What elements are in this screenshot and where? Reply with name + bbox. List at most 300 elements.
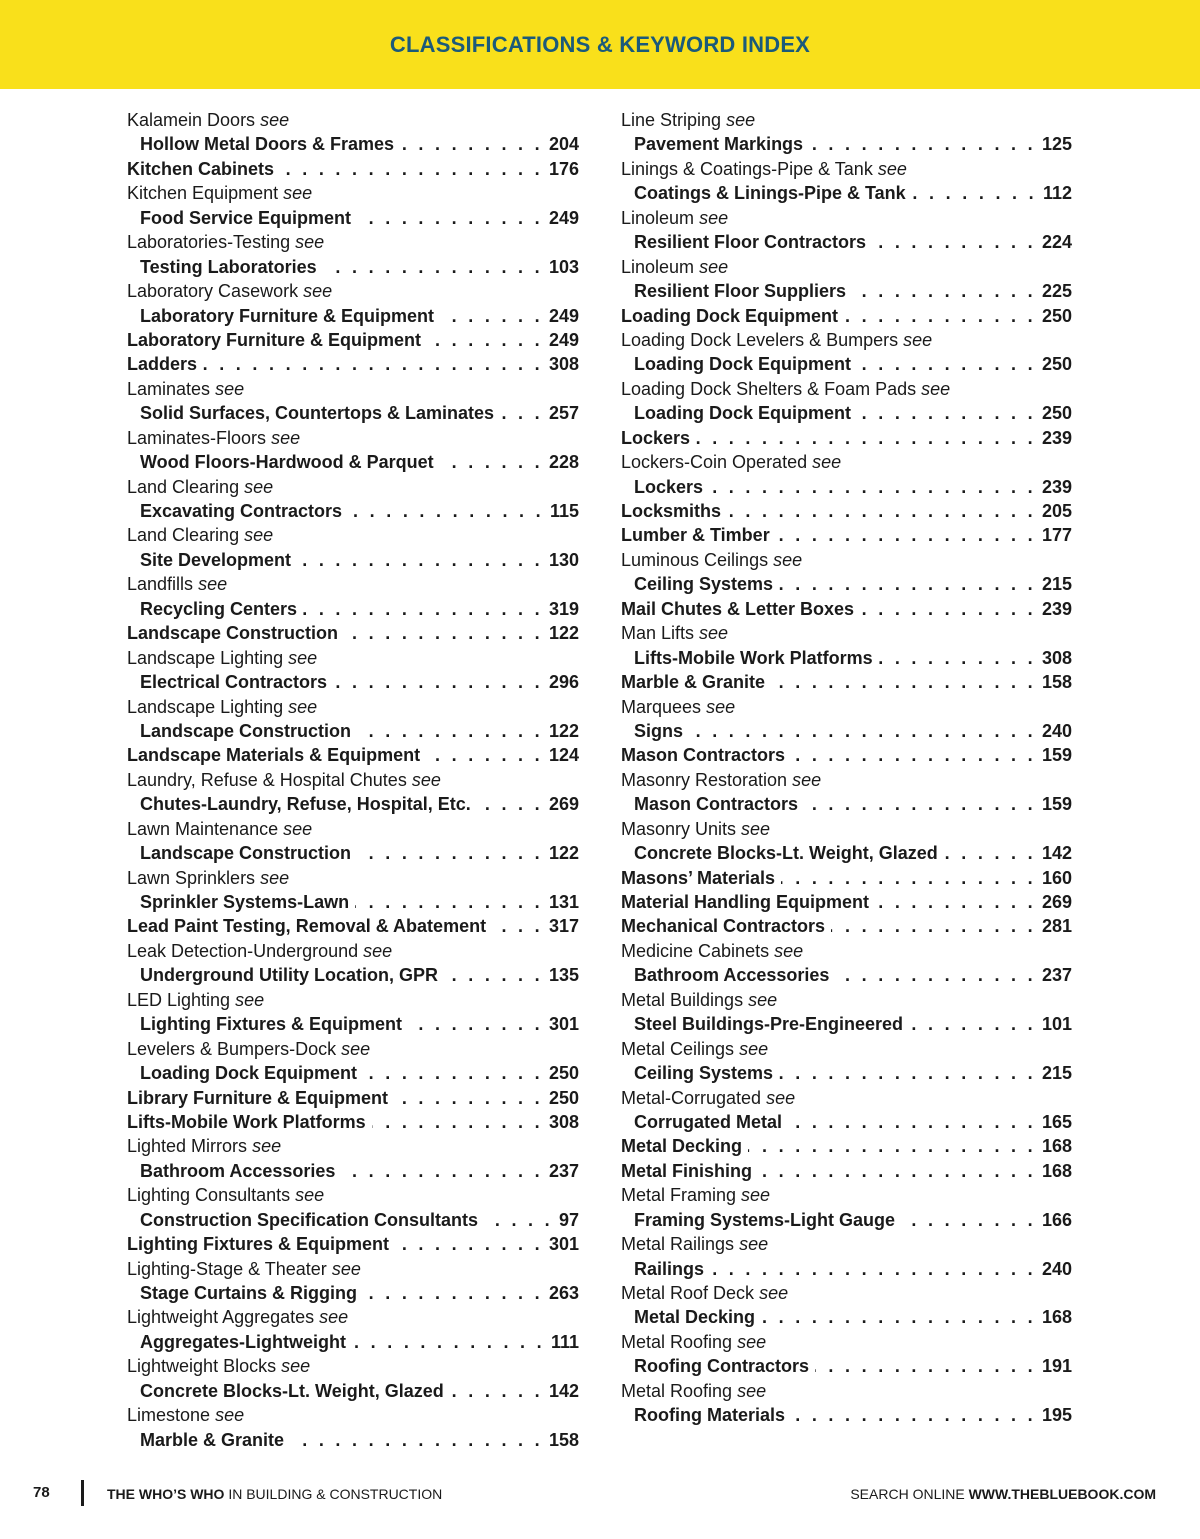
- entry-page-number: 205: [1041, 501, 1072, 521]
- entry-page-number: 159: [1041, 745, 1072, 766]
- entry-page-number: 250: [548, 1087, 579, 1108]
- entry-title: Ceiling Systems: [634, 574, 774, 595]
- index-entry: [127, 499, 579, 523]
- cross-reference-term: Lawn Sprinklers: [127, 867, 256, 888]
- cross-reference-term: Line Striping: [621, 110, 722, 130]
- cross-reference-term: Metal Ceilings: [621, 1038, 735, 1059]
- see-label: see: [215, 378, 245, 399]
- index-entry: [621, 743, 1072, 767]
- index-entry: [621, 670, 1072, 694]
- cross-reference-term: LED Lighting: [127, 989, 231, 1010]
- entry-title: Masons’ Materials: [621, 867, 776, 888]
- cross-reference: [621, 108, 1072, 132]
- see-label: see: [295, 1185, 325, 1206]
- entry-title: Loading Dock Equipment: [140, 1063, 358, 1084]
- see-label: see: [792, 769, 822, 790]
- dot-leader: [323, 255, 543, 279]
- entry-page-number: 124: [548, 745, 579, 766]
- entry-page-number: 228: [548, 452, 579, 473]
- dot-leader: [912, 181, 1037, 205]
- cross-reference-term: Levelers & Bumpers-Dock: [127, 1038, 337, 1059]
- entry-title: Construction Specification Consultants: [140, 1209, 479, 1230]
- index-entry: [621, 1134, 1072, 1158]
- see-label: see: [812, 452, 842, 473]
- index-entry: [127, 1061, 579, 1085]
- cross-reference: [621, 377, 1072, 401]
- see-label: see: [303, 281, 333, 302]
- dot-leader: [477, 792, 543, 816]
- index-entry: [621, 304, 1072, 328]
- index-entry: [621, 279, 1072, 303]
- cross-reference: [127, 426, 579, 450]
- dot-leader: [748, 1134, 1036, 1158]
- entry-title: Lighting Fixtures & Equipment: [140, 1014, 402, 1035]
- see-label: see: [766, 1087, 796, 1108]
- entry-title: Chutes-Laundry, Refuse, Hospital, Etc.: [140, 794, 471, 815]
- cross-reference: [127, 1305, 579, 1329]
- dot-leader: [791, 743, 1036, 767]
- dot-leader: [804, 792, 1036, 816]
- dot-leader: [395, 1232, 543, 1256]
- cross-reference: [621, 768, 1072, 792]
- dot-leader: [696, 426, 1036, 450]
- dot-leader: [372, 1110, 543, 1134]
- entry-title: Hollow Metal Doors & Frames: [140, 134, 395, 155]
- entry-title: Metal Finishing: [621, 1160, 753, 1181]
- entry-title: Material Handling Equipment: [621, 892, 870, 912]
- entry-title: Lead Paint Testing, Removal & Abatement: [127, 916, 487, 937]
- see-label: see: [260, 110, 290, 130]
- entry-page-number: 191: [1041, 1356, 1072, 1377]
- index-entry: [621, 523, 1072, 547]
- cross-reference-term: Lighting-Stage & Theater: [127, 1258, 327, 1279]
- cross-reference: [127, 1403, 579, 1427]
- index-entry: [127, 255, 579, 279]
- entry-page-number: 112: [1042, 183, 1072, 204]
- index-entry: [621, 132, 1072, 156]
- cross-reference: [127, 866, 579, 890]
- cross-reference-term: Metal Roof Deck: [621, 1283, 755, 1303]
- dot-leader: [484, 1208, 553, 1232]
- entry-title: Site Development: [140, 549, 292, 570]
- index-entry: [621, 597, 1072, 621]
- cross-reference-term: Lighting Consultants: [127, 1185, 291, 1206]
- index-entry: [621, 401, 1072, 425]
- see-label: see: [773, 549, 803, 570]
- index-entry: [127, 1232, 579, 1256]
- see-label: see: [774, 940, 804, 961]
- cross-reference: [621, 1330, 1072, 1354]
- dot-leader: [363, 1281, 543, 1305]
- entry-title: Electrical Contractors: [140, 672, 328, 693]
- entry-title: Landscape Materials & Equipment: [127, 745, 421, 766]
- entry-page-number: 131: [548, 892, 579, 912]
- cross-reference-term: Lockers-Coin Operated: [621, 452, 808, 473]
- index-entry: [621, 719, 1072, 743]
- entry-page-number: 225: [1041, 281, 1072, 302]
- entry-page-number: 239: [1041, 427, 1072, 448]
- cross-reference-term: Laminates: [127, 378, 211, 399]
- entry-page-number: 257: [548, 403, 579, 424]
- cross-reference-term: Landscape Lighting: [127, 647, 284, 668]
- entry-title: Lifts-Mobile Work Platforms: [127, 1111, 366, 1132]
- entry-title: Concrete Blocks-Lt. Weight, Glazed: [634, 843, 938, 864]
- entry-title: Coatings & Linings-Pipe & Tank: [634, 183, 906, 204]
- dot-leader: [857, 352, 1036, 376]
- dot-leader: [831, 914, 1036, 938]
- entry-title: Library Furniture & Equipment: [127, 1087, 389, 1108]
- see-label: see: [741, 818, 771, 839]
- dot-leader: [333, 670, 543, 694]
- dot-leader: [280, 157, 543, 181]
- entry-page-number: 176: [548, 158, 579, 179]
- entry-title: Resilient Floor Suppliers: [634, 281, 847, 302]
- entry-page-number: 250: [1041, 305, 1072, 326]
- dot-leader: [761, 1305, 1036, 1329]
- entry-title: Loading Dock Equipment: [634, 403, 852, 424]
- dot-leader: [426, 743, 543, 767]
- entry-title: Roofing Materials: [634, 1405, 786, 1426]
- dot-leader: [781, 866, 1036, 890]
- cross-reference: [621, 157, 1072, 181]
- entry-page-number: 122: [548, 720, 579, 741]
- entry-page-number: 250: [1041, 403, 1072, 424]
- dot-leader: [355, 890, 543, 914]
- entry-page-number: 249: [548, 329, 579, 350]
- see-label: see: [877, 158, 907, 179]
- dot-leader: [791, 1403, 1036, 1427]
- index-column-right: [621, 108, 1072, 1428]
- cross-reference-term: Leak Detection-Underground: [127, 940, 359, 961]
- see-label: see: [741, 1185, 771, 1206]
- entry-page-number: 319: [548, 598, 579, 619]
- dot-leader: [879, 646, 1036, 670]
- index-entry: [621, 352, 1072, 376]
- cross-reference: [127, 817, 579, 841]
- dot-leader: [400, 132, 543, 156]
- cross-reference: [127, 988, 579, 1012]
- dot-leader: [771, 670, 1036, 694]
- entry-page-number: 204: [548, 134, 579, 155]
- cross-reference-term: Laminates-Floors: [127, 427, 267, 448]
- entry-title: Mail Chutes & Letter Boxes: [621, 598, 855, 619]
- index-entry: [127, 450, 579, 474]
- see-label: see: [903, 329, 933, 350]
- entry-page-number: 301: [548, 1234, 579, 1255]
- entry-page-number: 269: [548, 794, 579, 815]
- dot-leader: [408, 1012, 543, 1036]
- index-entry: [621, 914, 1072, 938]
- entry-page-number: 158: [548, 1429, 579, 1450]
- dot-leader: [450, 1379, 543, 1403]
- index-entry: [127, 157, 579, 181]
- cross-reference-term: Marquees: [621, 696, 702, 717]
- entry-title: Solid Surfaces, Countertops & Laminates: [140, 403, 495, 424]
- see-label: see: [260, 867, 290, 888]
- publication-name-rest: IN BUILDING & CONSTRUCTION: [224, 1486, 443, 1502]
- dot-leader: [788, 1110, 1036, 1134]
- entry-title: Bathroom Accessories: [634, 965, 830, 986]
- dot-leader: [852, 279, 1036, 303]
- entry-page-number: 195: [1041, 1405, 1072, 1426]
- index-entry: [127, 1208, 579, 1232]
- see-label: see: [319, 1307, 349, 1328]
- entry-title: Mason Contractors: [621, 745, 786, 766]
- entry-title: Underground Utility Location, GPR: [140, 965, 438, 986]
- cross-reference: [621, 695, 1072, 719]
- cross-reference: [621, 1281, 1072, 1305]
- entry-page-number: 130: [548, 549, 579, 570]
- entry-page-number: 177: [1041, 525, 1072, 546]
- see-label: see: [699, 623, 729, 644]
- cross-reference-term: Laundry, Refuse & Hospital Chutes: [127, 769, 407, 790]
- index-entry: [621, 1208, 1072, 1232]
- dot-leader: [444, 963, 543, 987]
- entry-page-number: 115: [549, 501, 579, 521]
- cross-reference-term: Land Clearing: [127, 476, 240, 497]
- dot-leader: [779, 1061, 1036, 1085]
- cross-reference: [621, 1183, 1072, 1207]
- entry-page-number: 142: [548, 1380, 579, 1401]
- index-entry: [127, 914, 579, 938]
- entry-title: Roofing Contractors: [634, 1356, 809, 1377]
- entry-title: Loading Dock Equipment: [634, 354, 852, 375]
- cross-reference-term: Masonry Restoration: [621, 769, 788, 790]
- cross-reference: [127, 475, 579, 499]
- entry-page-number: 269: [1041, 892, 1072, 912]
- publication-name-bold: THE WHO’S WHO: [107, 1486, 225, 1502]
- dot-leader: [727, 499, 1036, 523]
- dot-leader: [363, 1061, 543, 1085]
- entry-title: Stage Curtains & Rigging: [140, 1283, 358, 1303]
- index-entry: [127, 328, 579, 352]
- cross-reference-term: Lightweight Aggregates: [127, 1307, 315, 1328]
- index-entry: [621, 1159, 1072, 1183]
- dot-leader: [427, 328, 543, 352]
- entry-title: Ceiling Systems: [634, 1063, 774, 1084]
- index-entry: [621, 230, 1072, 254]
- cross-reference: [621, 621, 1072, 645]
- cross-reference-term: Loading Dock Shelters & Foam Pads: [621, 378, 917, 399]
- index-entry: [127, 719, 579, 743]
- index-column-left: [127, 108, 579, 1452]
- entry-page-number: 237: [548, 1160, 579, 1181]
- entry-title: Laboratory Furniture & Equipment: [127, 329, 422, 350]
- page-footer: [0, 1478, 1200, 1510]
- cross-reference-term: Metal Buildings: [621, 989, 744, 1010]
- index-entry: [127, 1110, 579, 1134]
- entry-title: Recycling Centers: [140, 598, 298, 619]
- index-entry: [127, 132, 579, 156]
- see-label: see: [411, 769, 441, 790]
- entry-title: Steel Buildings-Pre-Engineered: [634, 1014, 904, 1035]
- dot-leader: [303, 597, 543, 621]
- dot-leader: [776, 523, 1036, 547]
- cross-reference: [621, 817, 1072, 841]
- index-entry: [127, 743, 579, 767]
- index-entry: [621, 1110, 1072, 1134]
- entry-page-number: 122: [548, 843, 579, 864]
- dot-leader: [689, 719, 1036, 743]
- see-label: see: [363, 940, 393, 961]
- dot-leader: [297, 548, 543, 572]
- see-label: see: [737, 1380, 767, 1401]
- index-entry: [621, 426, 1072, 450]
- dot-leader: [357, 841, 543, 865]
- entry-page-number: 158: [1041, 672, 1072, 693]
- footer-divider: [81, 1480, 84, 1506]
- dot-leader: [348, 499, 544, 523]
- entry-page-number: 308: [548, 1111, 579, 1132]
- entry-page-number: 250: [548, 1063, 579, 1084]
- cross-reference: [127, 768, 579, 792]
- dot-leader: [901, 1208, 1036, 1232]
- index-entry: [621, 1257, 1072, 1281]
- see-label: see: [283, 183, 313, 204]
- entry-page-number: 101: [1041, 1014, 1072, 1035]
- cross-reference: [621, 328, 1072, 352]
- cross-reference-term: Kitchen Equipment: [127, 183, 279, 204]
- index-entry: [621, 646, 1072, 670]
- index-entry: [127, 548, 579, 572]
- cross-reference: [127, 108, 579, 132]
- page-title: CLASSIFICATIONS & KEYWORD INDEX: [389, 31, 811, 57]
- index-entry: [127, 401, 579, 425]
- dot-leader: [779, 572, 1036, 596]
- cross-reference: [127, 1183, 579, 1207]
- entry-title: Lifts-Mobile Work Platforms: [634, 647, 873, 668]
- entry-title: Landscape Construction: [140, 843, 352, 864]
- index-entry: [621, 963, 1072, 987]
- index-entry: [621, 841, 1072, 865]
- entry-title: Pavement Markings: [634, 134, 804, 155]
- entry-page-number: 215: [1041, 574, 1072, 595]
- index-entry: [127, 841, 579, 865]
- entry-page-number: 237: [1041, 965, 1072, 986]
- index-entry: [127, 1086, 579, 1110]
- search-url-link[interactable]: WWW.THEBLUEBOOK.COM: [968, 1486, 1156, 1502]
- index-entry: [127, 206, 579, 230]
- entry-page-number: 103: [548, 256, 579, 277]
- cross-reference-term: Loading Dock Levelers & Bumpers: [621, 329, 899, 350]
- dot-leader: [809, 132, 1036, 156]
- cross-reference-term: Land Clearing: [127, 525, 240, 546]
- cross-reference: [621, 255, 1072, 279]
- entry-title: Bathroom Accessories: [140, 1160, 336, 1181]
- entry-page-number: 135: [548, 965, 579, 986]
- index-entry: [621, 1403, 1072, 1427]
- entry-page-number: 308: [1041, 647, 1072, 668]
- cross-reference-term: Man Lifts: [621, 623, 695, 644]
- cross-reference: [127, 695, 579, 719]
- search-online: [850, 1486, 1156, 1502]
- entry-title: Concrete Blocks-Lt. Weight, Glazed: [140, 1380, 444, 1401]
- cross-reference-term: Luminous Ceilings: [621, 549, 769, 570]
- cross-reference-term: Lighted Mirrors: [127, 1136, 248, 1157]
- dot-leader: [815, 1354, 1036, 1378]
- see-label: see: [244, 476, 274, 497]
- see-label: see: [739, 1038, 769, 1059]
- entry-page-number: 249: [548, 207, 579, 228]
- see-label: see: [748, 989, 778, 1010]
- index-entry: [621, 572, 1072, 596]
- index-entry: [621, 1305, 1072, 1329]
- index-entry: [127, 670, 579, 694]
- cross-reference-term: Kalamein Doors: [127, 110, 256, 130]
- index-entry: [621, 499, 1072, 523]
- entry-title: Laboratory Furniture & Equipment: [140, 305, 435, 326]
- see-label: see: [737, 1331, 767, 1352]
- dot-leader: [357, 206, 543, 230]
- entry-page-number: 301: [548, 1014, 579, 1035]
- cross-reference: [621, 1037, 1072, 1061]
- dot-leader: [290, 1428, 543, 1452]
- entry-title: Corrugated Metal: [634, 1111, 783, 1132]
- cross-reference-term: Lightweight Blocks: [127, 1356, 277, 1377]
- entry-page-number: 239: [1041, 476, 1072, 497]
- cross-reference: [621, 206, 1072, 230]
- entry-title: Sprinkler Systems-Lawn: [140, 892, 350, 912]
- index-entry: [127, 352, 579, 376]
- cross-reference: [621, 548, 1072, 572]
- cross-reference: [621, 1086, 1072, 1110]
- cross-reference-term: Metal Framing: [621, 1185, 737, 1206]
- index-entry: [127, 890, 579, 914]
- entry-page-number: 317: [548, 916, 579, 937]
- cross-reference-term: Laboratory Casework: [127, 281, 299, 302]
- entry-page-number: 224: [1041, 232, 1072, 253]
- entry-title: Railings: [634, 1258, 705, 1279]
- entry-page-number: 281: [1041, 916, 1072, 937]
- index-entry: [621, 475, 1072, 499]
- see-label: see: [295, 232, 325, 253]
- entry-page-number: 168: [1041, 1136, 1072, 1157]
- entry-title: Resilient Floor Contractors: [634, 232, 867, 253]
- entry-title: Lighting Fixtures & Equipment: [127, 1234, 389, 1255]
- see-label: see: [271, 427, 301, 448]
- dot-leader: [872, 230, 1036, 254]
- cross-reference-term: Linings & Coatings-Pipe & Tank: [621, 158, 873, 179]
- entry-title: Lockers: [634, 476, 704, 497]
- index-entry: [127, 1428, 579, 1452]
- cross-reference-term: Medicine Cabinets: [621, 940, 770, 961]
- see-label: see: [283, 818, 313, 839]
- index-entry: [621, 890, 1072, 914]
- entry-title: Food Service Equipment: [140, 207, 352, 228]
- entry-page-number: 308: [548, 354, 579, 375]
- dot-leader: [875, 890, 1036, 914]
- entry-page-number: 215: [1041, 1063, 1072, 1084]
- dot-leader: [860, 597, 1036, 621]
- dot-leader: [492, 914, 543, 938]
- entry-page-number: 250: [1041, 354, 1072, 375]
- cross-reference: [127, 279, 579, 303]
- cross-reference: [621, 939, 1072, 963]
- cross-reference: [621, 450, 1072, 474]
- entry-title: Loading Dock Equipment: [621, 305, 839, 326]
- cross-reference-term: Metal-Corrugated: [621, 1087, 762, 1108]
- cross-reference-term: Metal Railings: [621, 1234, 735, 1255]
- see-label: see: [331, 1258, 361, 1279]
- see-label: see: [244, 525, 274, 546]
- index-entry: [127, 792, 579, 816]
- entry-page-number: 142: [1041, 843, 1072, 864]
- entry-title: Mechanical Contractors: [621, 916, 826, 937]
- dot-leader: [341, 1159, 543, 1183]
- entry-title: Landscape Construction: [140, 720, 352, 741]
- index-entry: [127, 597, 579, 621]
- cross-reference-term: Landfills: [127, 574, 194, 595]
